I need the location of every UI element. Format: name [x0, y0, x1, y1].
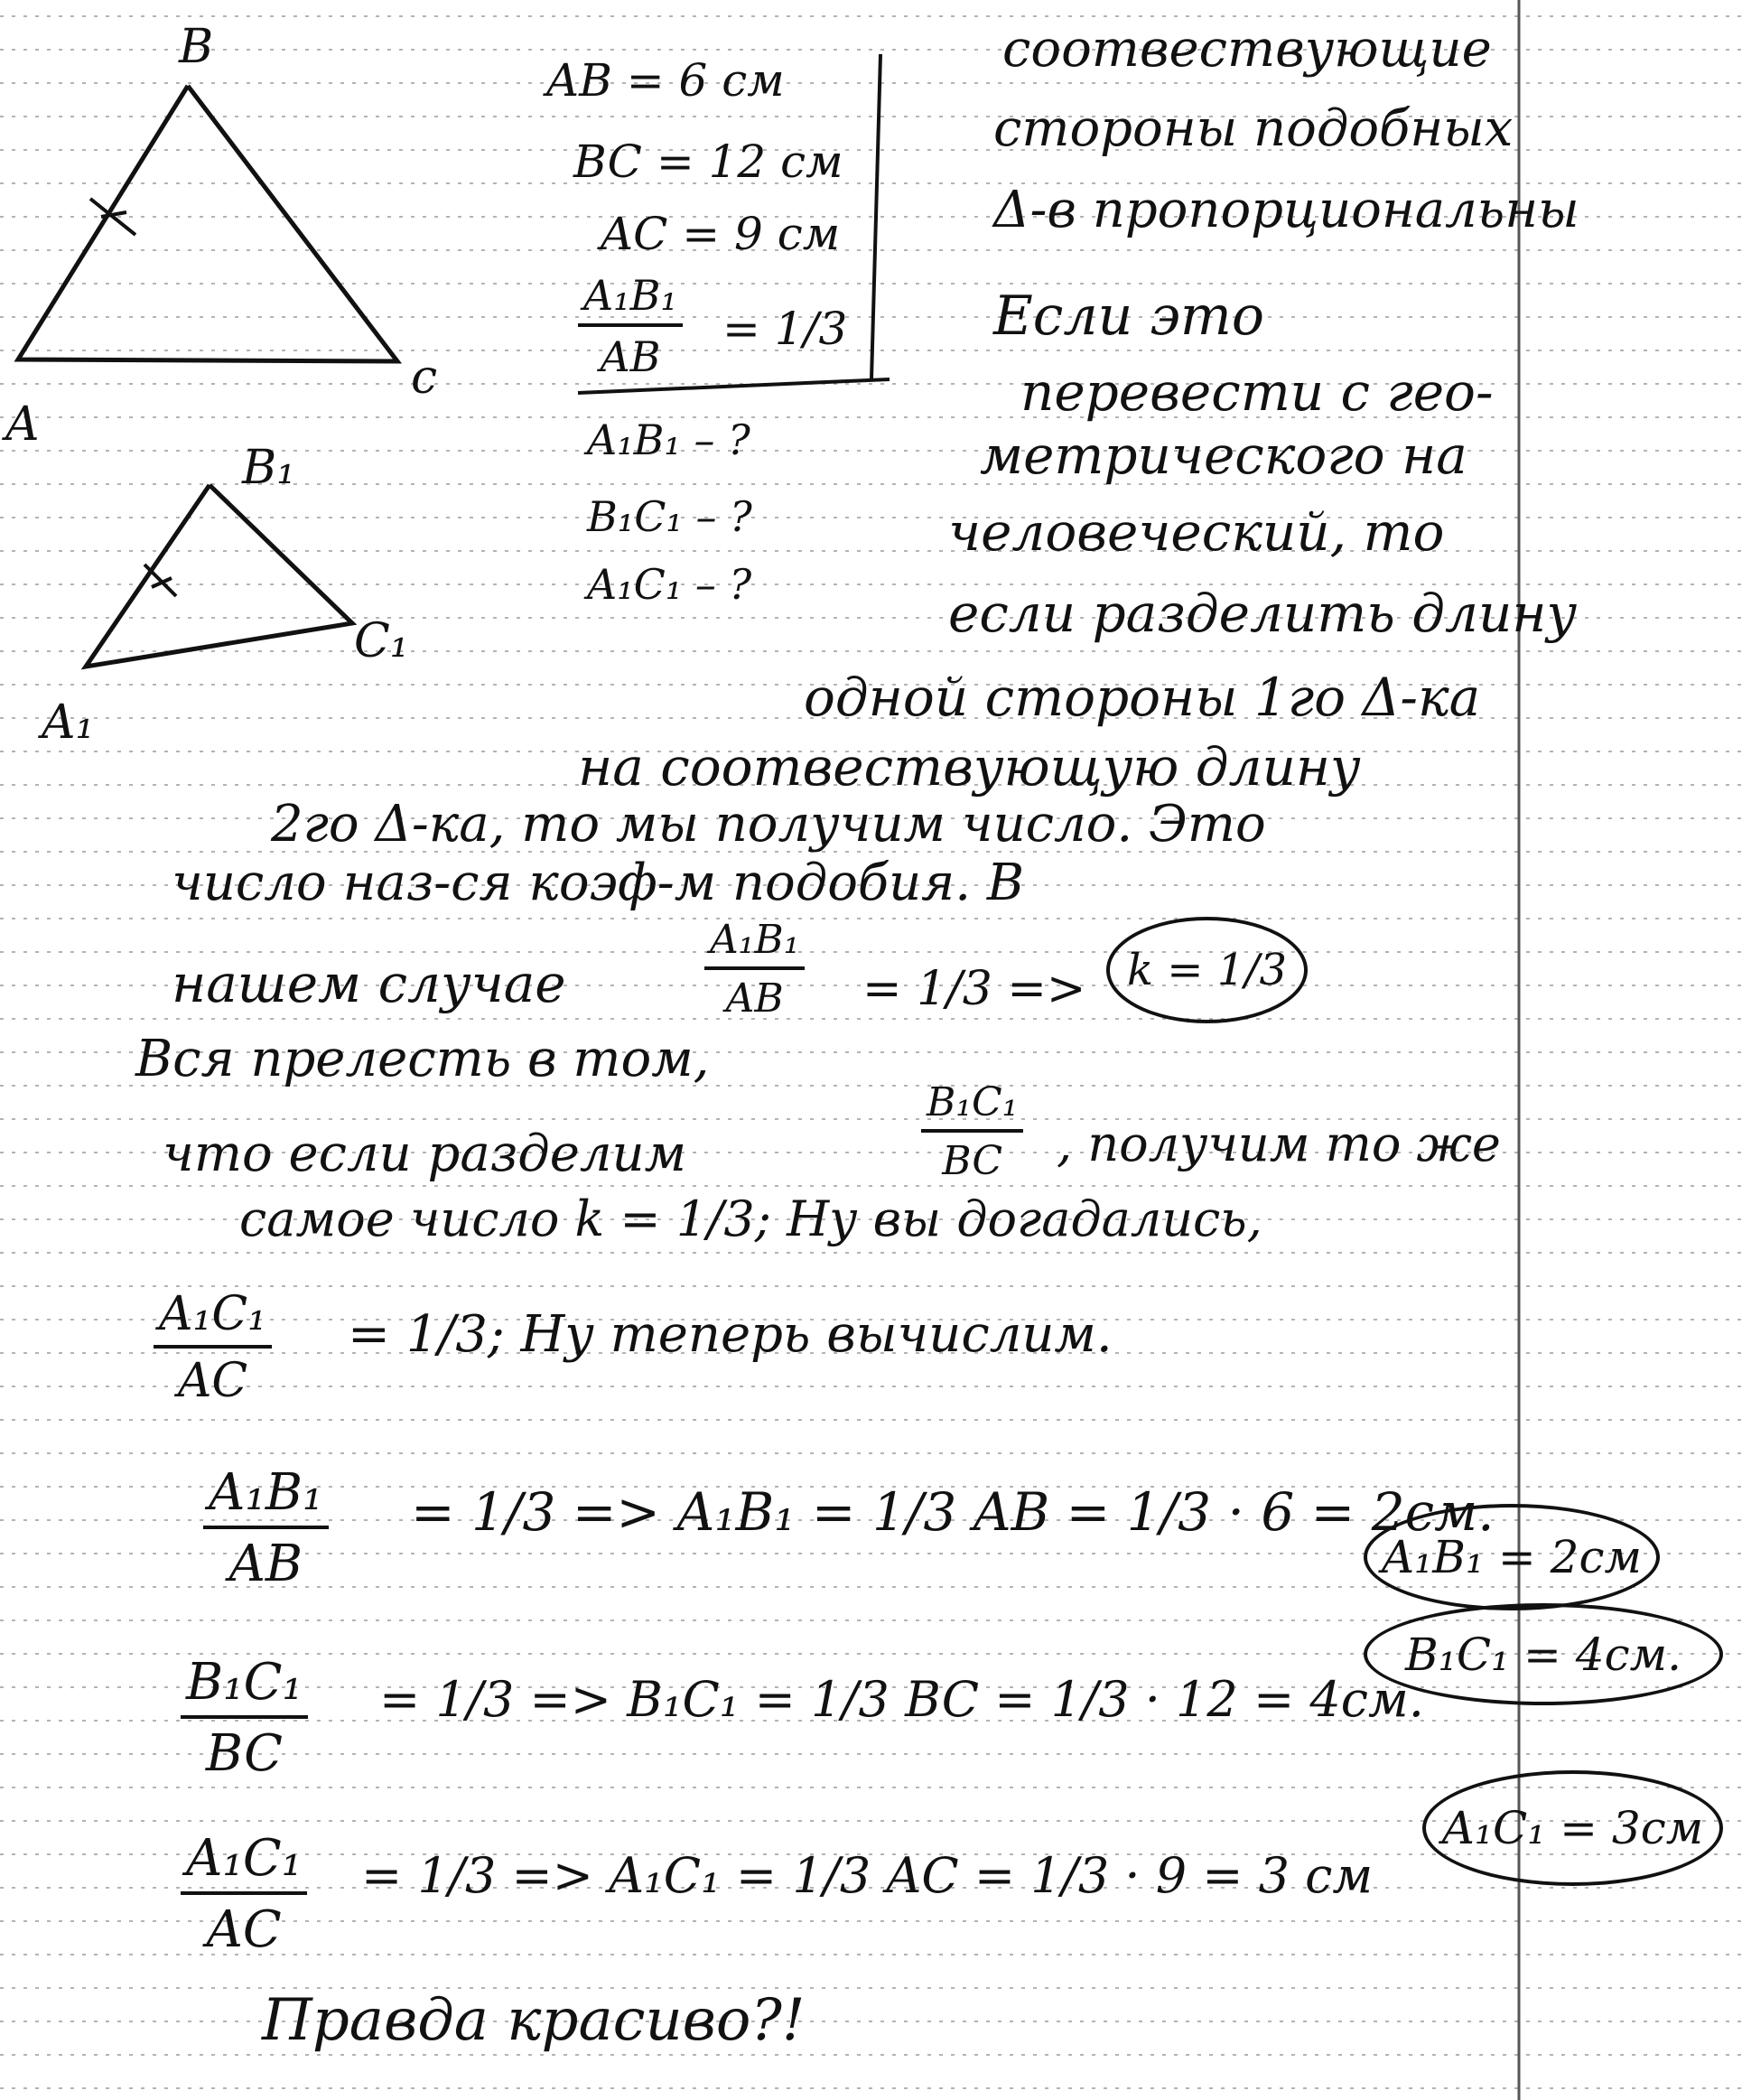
calc2-num: B₁C₁: [181, 1653, 308, 1719]
calc2-rest: = 1/3 => B₁C₁ = 1/3 BC = 1/3 · 12 = 4см.: [379, 1671, 1424, 1728]
ac-fraction: [154, 1287, 272, 1408]
ac-fraction-num: A₁C₁: [154, 1287, 272, 1349]
case-rest: = 1/3 =>: [862, 962, 1086, 1016]
body-line-1: одной стороны 1го Δ-ка: [804, 667, 1481, 728]
bc-rest: , получим то же: [1057, 1115, 1501, 1172]
note-line-6: метрического на: [980, 425, 1467, 486]
note-line-2: стороны подобных: [993, 99, 1514, 158]
vertex-label-a: A: [5, 397, 40, 452]
triangle-a1b1c1: [86, 485, 352, 667]
case-prefix: нашем случае: [172, 953, 566, 1014]
closing-line: Правда красиво?!: [262, 1987, 806, 2054]
note-line-7: человеческий, то: [948, 501, 1445, 563]
vertex-label-c: c: [411, 350, 438, 405]
same-line: самое число k = 1/3; Ну вы догадались,: [239, 1190, 1262, 1247]
side-mark-a1b1: [144, 565, 176, 596]
find-a1b1: A₁B₁ – ?: [587, 415, 750, 464]
answer-b1c1-oval: B₁C₁ = 4см.: [1364, 1603, 1723, 1705]
given-ratio-den: AB: [600, 332, 661, 381]
vertex-label-a1: A₁: [42, 695, 95, 750]
note-line-3: Δ-в пропорциональны: [993, 181, 1579, 239]
note-line-8: если разделить длину: [948, 583, 1578, 644]
body-line-3: 2го Δ-ка, то мы получим число. Это: [271, 795, 1266, 854]
given-ratio-eq: = 1/3: [722, 303, 848, 355]
given-ab: AB = 6 см: [546, 54, 785, 107]
calc3-den: AC: [206, 1900, 282, 1959]
case-fraction-num: A₁B₁: [704, 917, 805, 970]
calc3-num: A₁C₁: [181, 1829, 307, 1895]
body-line-4: число наз-ся коэф-м подобия. В: [172, 854, 1024, 912]
calc1-num: A₁B₁: [203, 1463, 329, 1529]
calc3-rest: = 1/3 => A₁C₁ = 1/3 AC = 1/3 · 9 = 3 см: [361, 1847, 1374, 1904]
answer-a1c1-oval: A₁C₁ = 3см: [1422, 1770, 1723, 1886]
answer-a1b1-oval: A₁B₁ = 2см: [1364, 1504, 1660, 1610]
note-line-5: перевести с гео-: [1020, 361, 1494, 423]
note-line-4: Если это: [993, 285, 1264, 348]
bc-prefix: что если разделим: [163, 1125, 687, 1183]
calc2-fraction: [181, 1653, 308, 1783]
k-answer-oval: k = 1/3: [1106, 917, 1308, 1023]
bc-fraction-num: B₁C₁: [921, 1079, 1023, 1133]
calc3-fraction: [181, 1829, 307, 1959]
vertex-label-c1: C₁: [354, 614, 409, 668]
ac-fraction-den: AC: [177, 1354, 248, 1408]
calc2-den: BC: [205, 1724, 283, 1783]
bc-fraction: [921, 1079, 1023, 1184]
body-line-2: на соотвествующую длину: [578, 736, 1361, 798]
ac-rest: = 1/3; Ну теперь вычислим.: [348, 1305, 1113, 1364]
given-ac: AC = 9 см: [601, 208, 841, 260]
case-fraction: [704, 917, 805, 1022]
calc1-rest: = 1/3 => A₁B₁ = 1/3 AB = 1/3 · 6 = 2см.: [411, 1481, 1495, 1543]
find-b1c1: B₁C₁ – ?: [587, 492, 752, 541]
calc1-fraction: [203, 1463, 329, 1593]
beauty-line: Вся прелесть в том,: [135, 1030, 710, 1088]
vertex-label-b: B: [179, 20, 214, 74]
given-ratio-num: A₁B₁: [578, 271, 683, 327]
given-bc: BC = 12 см: [573, 135, 843, 188]
note-line-1: соотвествующие: [1002, 20, 1492, 79]
find-a1c1: A₁C₁ – ?: [587, 560, 752, 609]
case-fraction-den: AB: [725, 975, 784, 1022]
vertex-label-b1: B₁: [242, 441, 296, 495]
calc1-den: AB: [228, 1535, 303, 1593]
bc-fraction-den: BC: [942, 1138, 1003, 1184]
